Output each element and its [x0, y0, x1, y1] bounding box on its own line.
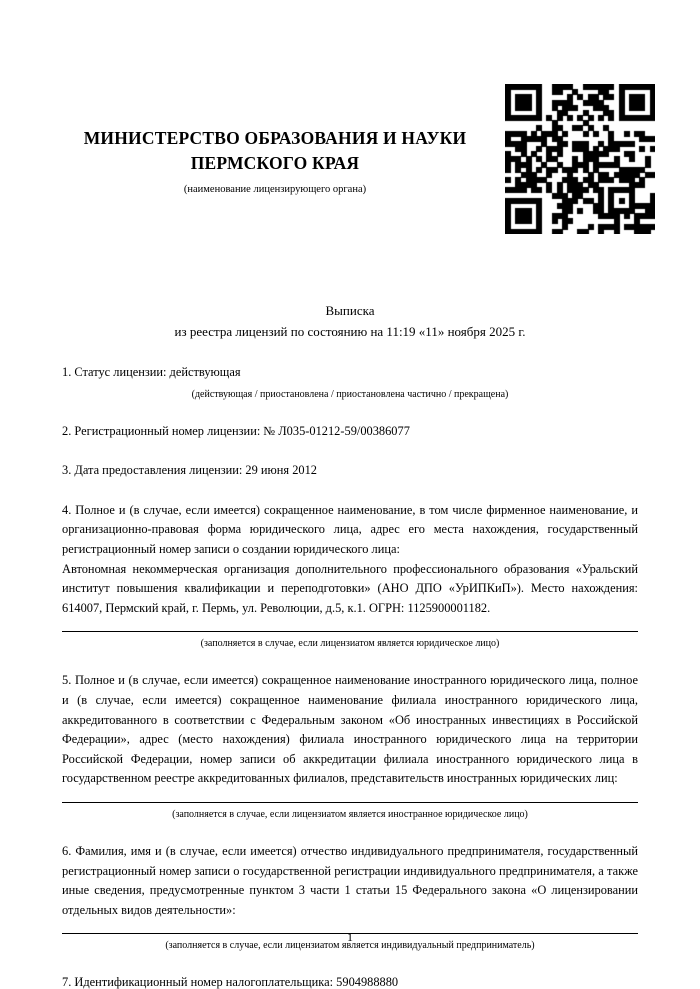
item-5-text: 5. Полное и (в случае, если имеется) сокращенное наименование иностранного юридического лица, полное и (в случае, если имеется) сокращенное наименование филиала иностранного юридического лица, аккредитованного в соответствии с Федеральным законом «Об иностранных инвестициях в Российской Федерации», адрес (место нахождения) филиала иностранного юридического лица на территории Российской Федерации, номер записи об аккредитации филиала иностранного юридического лица в государственном реестре аккредитованных филиалов, представительств иностранных юридических лиц:	[62, 673, 638, 786]
document-title-line-1: Выписка	[325, 303, 375, 318]
item-2	[62, 422, 638, 442]
item-5	[62, 671, 638, 822]
qr-code	[505, 84, 655, 234]
item-6-hint: (заполняется в случае, если лицензиатом является индивидуальный предприниматель)	[165, 940, 535, 952]
item-7-text: 7. Идентификационный номер налогоплательщика: 5904988880	[62, 975, 399, 989]
item-6-text: 6. Фамилия, имя и (в случае, если имеется) отчество индивидуального предпринимателя, государственный регистрационный номер записи о государственной регистрации индивидуального предпринимателя, а также иные сведения, предусмотренные пунктом 3 части 1 статьи 15 Федерального закона «О лицензировании отдельных видов деятельности»:	[62, 843, 638, 917]
item-1	[62, 363, 638, 402]
item-3-text: 3. Дата предоставления лицензии: 29 июня 2012	[62, 463, 318, 478]
document-title-line-2: из реестра лицензий по состоянию на 11:19 «11» ноября 2025 г.	[174, 324, 526, 339]
item-7	[62, 973, 638, 989]
item-5-hint: (заполняется в случае, если лицензиатом является иностранное юридическое лицо)	[172, 808, 528, 820]
item-4-text: 4. Полное и (в случае, если имеется) сокращенное наименование, в том числе фирменное наименование, и организационно-правовая форма юридического лица, адрес его места нахождения, государственный регистрационный номер записи о создании юридического лица:	[62, 502, 638, 556]
item-4-value: Автономная некоммерческая организация дополнительного профессионального образования «Уральский институт повышения квалификации и переподготовки» (АНО ДПО «УрИПКиП»). Место нахождения: 614007, Пермский край, г. Пермь, ул. Революции, д.5, к.1. ОГРН: 1125900001182.	[62, 561, 638, 615]
ministry-header	[60, 126, 490, 197]
ministry-header-caption: (наименование лицензирующего органа)	[183, 184, 367, 195]
item-5-rule	[62, 802, 638, 803]
document-title	[60, 300, 640, 342]
item-2-text: 2. Регистрационный номер лицензии: № Л035-01212-59/00386077	[62, 423, 410, 438]
item-1-hint: (действующая / приостановлена / приостановлена частично / прекращена)	[191, 388, 509, 400]
ministry-name-line-1: МИНИСТЕРСТВО ОБРАЗОВАНИЯ И НАУКИ	[83, 128, 467, 148]
item-3	[62, 461, 638, 481]
item-4-rule	[62, 631, 638, 632]
item-1-text: 1. Статус лицензии: действующая	[62, 365, 241, 379]
item-4-hint: (заполняется в случае, если лицензиатом является юридическое лицо)	[200, 638, 500, 650]
ministry-name-line-2: ПЕРМСКОГО КРАЯ	[190, 153, 360, 173]
page-number: 1	[347, 930, 353, 944]
document-body	[62, 363, 638, 989]
item-4	[62, 501, 638, 652]
